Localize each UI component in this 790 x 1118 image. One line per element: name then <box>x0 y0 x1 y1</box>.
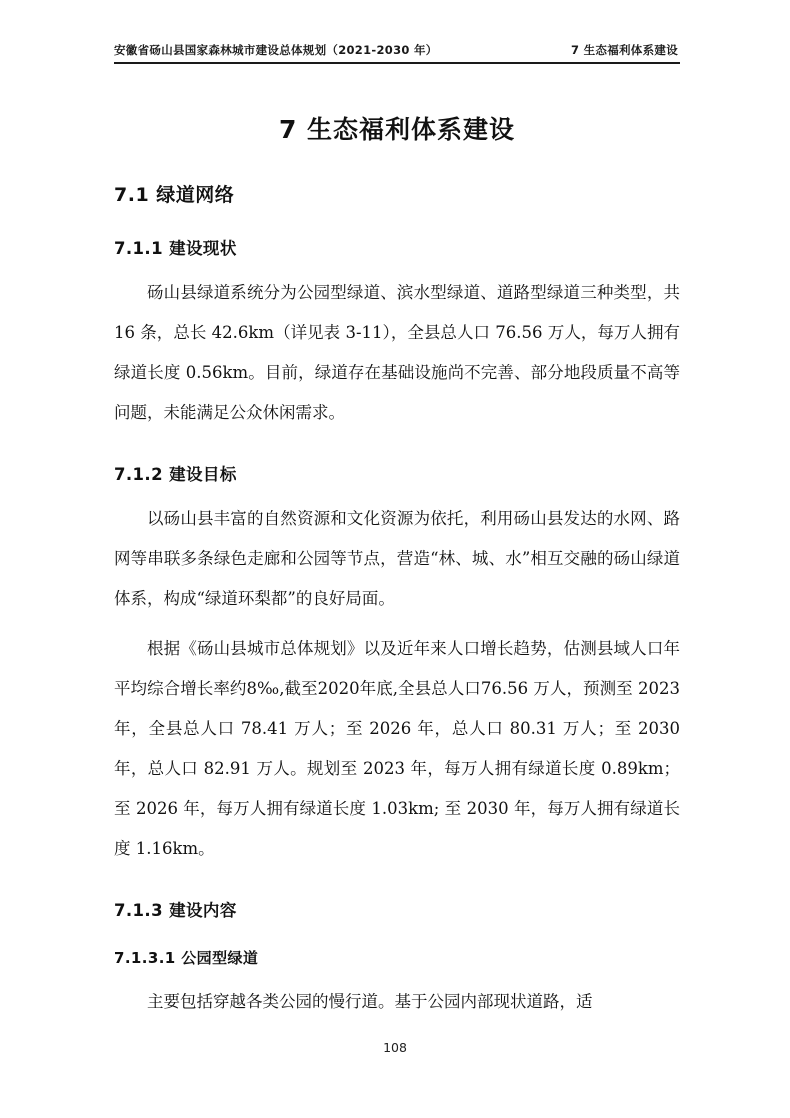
page-title: 7 生态福利体系建设 <box>278 115 516 144</box>
running-header-right: 7 生态福利体系建设 <box>570 43 678 57</box>
section-heading-7-1-3-1: 7.1.3.1 公园型绿道 <box>114 949 259 967</box>
running-header-left: 安徽省砀山县国家森林城市建设总体规划（2021-2030 年） <box>114 43 438 57</box>
page-number: 108 <box>383 1040 407 1055</box>
paragraph-current-status: 砀山县绿道系统分为公园型绿道、滨水型绿道、道路型绿道三种类型，共 16 条，总长 42.6km（详见表 3-11），全县总人口 76.56 万人，每万人拥有绿道长度 0.56km。目前，绿道存在基础设施尚不完善、部分地段质量不高等问题，未能满足公众休闲需求。 <box>114 283 680 422</box>
section-heading-7-1-1: 7.1.1 建设现状 <box>114 239 237 258</box>
paragraph-goal-2: 根据《砀山县城市总体规划》以及近年来人口增长趋势，估测县域人口年平均综合增长率约8‰,截至2020年底,全县总人口76.56 万人，预测至 2023 年，全县总人口 78.41 万人；至 2026 年，总人口 80.31 万人；至 2030 年，总人口 82.91 万人。规划至 2023 年，每万人拥有绿道长度 0.89km；至 2026 年，每万人拥有绿道长度 1.03km; 至 2030 年，每万人拥有绿道长度 1.16km。 <box>114 639 680 858</box>
paragraph-goal-1: 以砀山县丰富的自然资源和文化资源为依托，利用砀山县发达的水网、路网等串联多条绿色走廊和公园等节点，营造“林、城、水”相互交融的砀山绿道体系，构成“绿道环梨都”的良好局面。 <box>114 509 680 608</box>
section-heading-7-1-2: 7.1.2 建设目标 <box>114 465 237 484</box>
header-divider <box>114 62 680 64</box>
paragraph-park-greenway: 主要包括穿越各类公园的慢行道。基于公园内部现状道路，适 <box>147 992 593 1011</box>
section-heading-7-1-3: 7.1.3 建设内容 <box>114 901 237 920</box>
page-content <box>114 42 680 1022</box>
running-header <box>114 42 680 62</box>
section-heading-7-1: 7.1 绿道网络 <box>114 184 235 206</box>
